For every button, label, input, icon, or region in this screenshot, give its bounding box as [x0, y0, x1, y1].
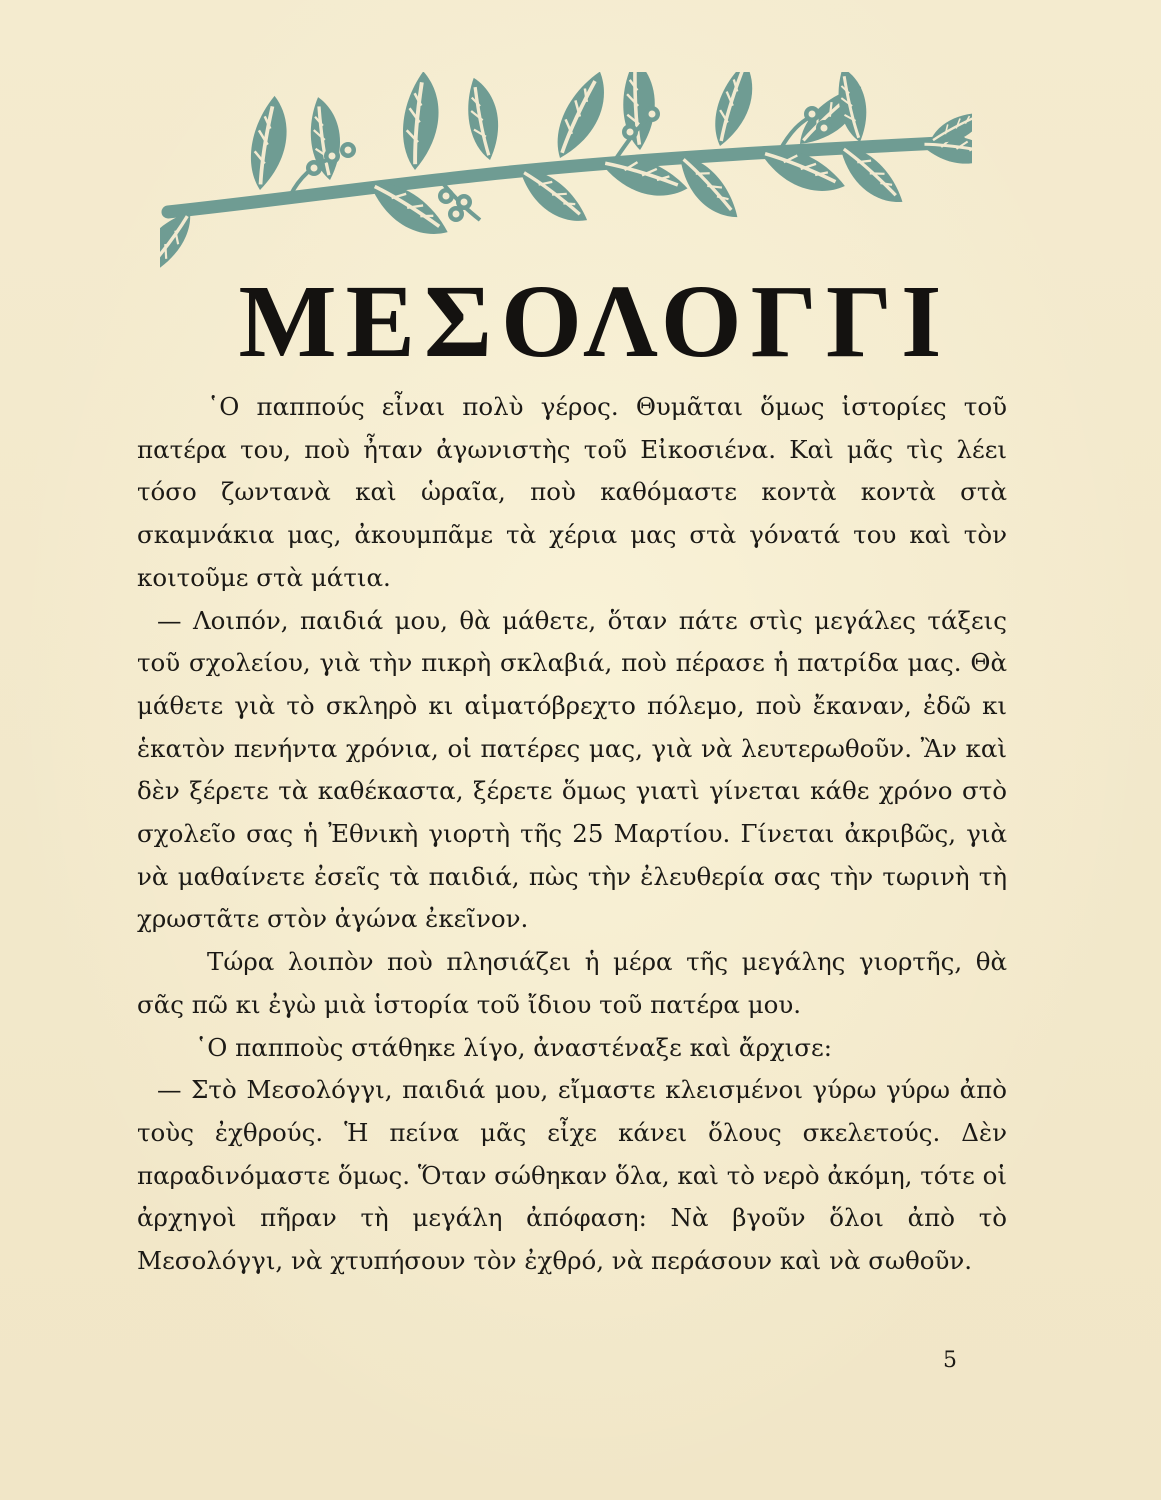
olive-branch-icon: [160, 72, 972, 272]
story-text: [137, 386, 1007, 1283]
paragraph: ῾Ο παππούς εἶναι πολὺ γέρος. Θυμᾶται ὅμως ἱστορίες τοῦ πατέρα του, ποὺ ἦταν ἀγωνιστὴς τοῦ Εἰκοσιένα. Καὶ μᾶς τὶς λέει τόσο ζωντανὰ καὶ ὡραῖα, ποὺ καθόμαστε κοντὰ κοντὰ στὰ σκαμνάκια μας, ἀκουμπᾶμε τὰ χέρια μας στὰ γόνατά του καὶ τὸν κοιτοῦμε στὰ μάτια.: [137, 392, 1007, 592]
paragraph: — Λοιπόν, παιδιά μου, θὰ μάθετε, ὅταν πάτε στὶς μεγάλες τάξεις τοῦ σχολείου, γιὰ τὴν πικρὴ σκλαβιά, ποὺ πέρασε ἡ πατρίδα μας. Θὰ μάθετε γιὰ τὸ σκληρὸ κι αἱματόβρεχτο πόλεμο, ποὺ ἔκαναν, ἐδῶ κι ἑκατὸν πενήντα χρόνια, οἱ πατέρες μας, γιὰ νὰ λευτερωθοῦν. Ἂν καὶ δὲν ξέρετε τὰ καθέκαστα, ξέρετε ὅμως γιατὶ γίνεται κάθε χρόνο στὸ σχολεῖο σας ἡ Ἐθνικὴ γιορτὴ τῆς 25 Μαρτίου. Γίνεται ἀκριβῶς, γιὰ νὰ μαθαίνετε ἐσεῖς τὰ παιδιά, πὼς τὴν ἐλευθερία σας τὴν τωρινὴ τὴ χρωστᾶτε στὸν ἀγώνα ἐκεῖνον.: [137, 605, 1007, 934]
paragraph: — Στὸ Μεσολόγγι, παιδιά μου, εἴμαστε κλεισμένοι γύρω γύρω ἀπὸ τοὺς ἐχθρούς. Ἡ πείνα μᾶς εἶχε κάνει ὅλους σκελετούς. Δὲν παραδινόμαστε ὅμως. Ὅταν σώθηκαν ὅλα, καὶ τὸ νερὸ ἀκόμη, τότε οἱ ἀρχηγοὶ πῆραν τὴ μεγάλη ἀπόφαση: Νὰ βγοῦν ὅλοι ἀπὸ τὸ Μεσολόγγι, νὰ χτυπήσουν τὸν ἐχθρό, νὰ περάσουν καὶ νὰ σωθοῦν.: [137, 1075, 1007, 1276]
paragraph: Τώρα λοιπὸν ποὺ πλησιάζει ἡ μέρα τῆς μεγάλης γιορτῆς, θὰ σᾶς πῶ κι ἐγὼ μιὰ ἱστορία τοῦ ἴδιου τοῦ πατέρα μου.: [137, 947, 1007, 1019]
page-title: ΜΕΣΟΛΟΓΓΙ: [238, 264, 951, 379]
paragraph: ῾Ο παπποὺς στάθηκε λίγο, ἀναστέναξε καὶ ἄρχισε:: [195, 1032, 832, 1062]
page-number: 5: [943, 1348, 957, 1373]
